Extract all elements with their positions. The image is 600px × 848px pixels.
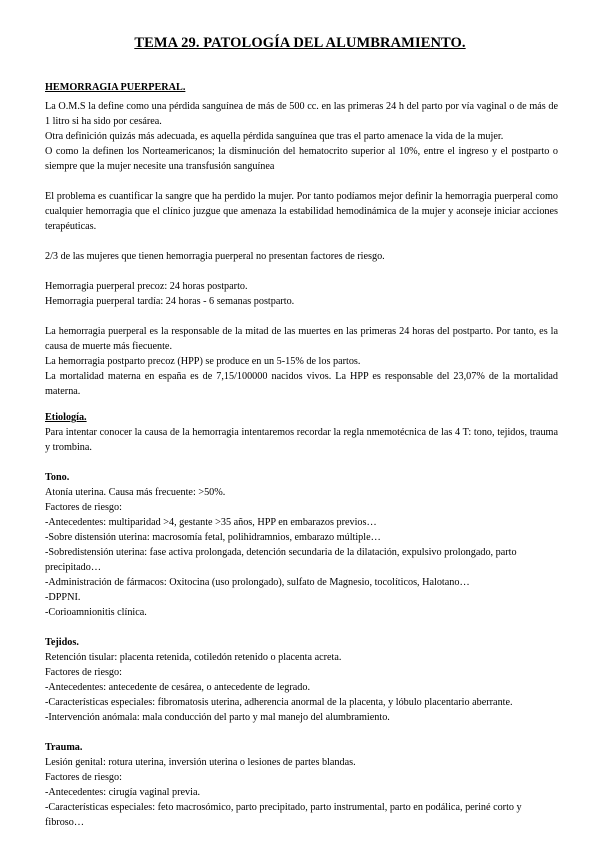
document-body xyxy=(45,80,558,830)
list-item: -Características especiales: feto macrosómico, parto precipitado, parto instrumental, parto en podálica, periné corto y fibroso… xyxy=(45,802,522,828)
list-item: -Sobre distensión uterina: macrosomía fetal, polihidramnios, embarazo múltiple… xyxy=(45,532,381,543)
subheading-tono: Tono. xyxy=(45,472,70,483)
paragraph-definicion-oms: La O.M.S la define como una pérdida sanguínea de más de 500 cc. en las primeras 24 h del parto por vía vaginal o de más de 1 litro si ha sido por cesárea. xyxy=(45,101,558,127)
list-item: -Características especiales: fibromatosis uterina, adherencia anormal de la placenta, y lóbulo placentario aberrante. xyxy=(45,697,513,708)
list-item: -Corioamnionitis clínica. xyxy=(45,607,147,618)
label-factores-riesgo: Factores de riesgo: xyxy=(45,667,122,678)
paragraph-otra-definicion: Otra definición quizás más adecuada, es aquella pérdida sanguínea que tras el parto amenace la vida de la mujer. xyxy=(45,131,504,142)
list-item: -Antecedentes: cirugía vaginal previa. xyxy=(45,787,201,798)
list-item: -DPPNI. xyxy=(45,592,81,603)
list-item: -Antecedentes: antecedente de cesárea, o antecedente de legrado. xyxy=(45,682,310,693)
paragraph-factores-riesgo: 2/3 de las mujeres que tienen hemorragia puerperal no presentan factores de riesgo. xyxy=(45,251,385,262)
label-factores-riesgo: Factores de riesgo: xyxy=(45,772,122,783)
paragraph-hpp-precoz: La hemorragia postparto precoz (HPP) se produce en un 5-15% de los partos. xyxy=(45,356,361,367)
line-hemorragia-tardia: Hemorragia puerperal tardía: 24 horas - 6 semanas postparto. xyxy=(45,296,295,307)
subheading-tejidos: Tejidos. xyxy=(45,637,79,648)
section-heading-etiologia: Etiología. xyxy=(45,412,87,423)
line-atonia: Atonía uterina. Causa más frecuente: >50%. xyxy=(45,487,226,498)
line-hemorragia-precoz: Hemorragia puerperal precoz: 24 horas postparto. xyxy=(45,281,248,292)
line-retencion: Retención tisular: placenta retenida, cotiledón retenido o placenta acreta. xyxy=(45,652,342,663)
list-item: -Sobredistensión uterina: fase activa prolongada, detención secundaria de la dilatación, expulsivo prolongado, parto precipitado… xyxy=(45,547,517,573)
section-heading-hemorragia: HEMORRAGIA PUERPERAL. xyxy=(45,82,186,93)
list-item: -Administración de fármacos: Oxitocina (uso prolongado), sulfato de Magnesio, tocolíticos, Halotano… xyxy=(45,577,470,588)
page-title: TEMA 29. PATOLOGÍA DEL ALUMBRAMIENTO. xyxy=(134,35,466,51)
paragraph-responsable: La hemorragia puerperal es la responsable de la mitad de las muertes en las primeras 24 horas del postparto. Por tanto, es la causa de muerte más fiecuente. xyxy=(45,326,558,352)
list-item: -Antecedentes: multiparidad >4, gestante >35 años, HPP en embarazos previos… xyxy=(45,517,377,528)
paragraph-etiologia: Para intentar conocer la causa de la hemorragia intentaremos recordar la regla nmemotécnica de las 4 T: tono, tejidos, trauma y trombina. xyxy=(45,427,558,453)
list-item: -Intervención anómala: mala conducción del parto y mal manejo del alumbramiento. xyxy=(45,712,390,723)
paragraph-problema: El problema es cuantificar la sangre que ha perdido la mujer. Por tanto podíamos mejor definir la hemorragia puerperal como cualquier hemorragia que el clínico juzgue que amenaza la estabilidad hemodinámica de la mujer y aconseje iniciar acciones terapéuticas. xyxy=(45,191,558,232)
paragraph-norteamericanos: O como la definen los Norteamericanos; la disminución del hematocrito superior al 10%, entre el ingreso y el postparto o siempre que la mujer necesite una transfusión sanguínea xyxy=(45,146,558,172)
label-factores-riesgo: Factores de riesgo: xyxy=(45,502,122,513)
subheading-trauma: Trauma. xyxy=(45,742,83,753)
line-lesion-genital: Lesión genital: rotura uterina, inversión uterina o lesiones de partes blandas. xyxy=(45,757,356,768)
paragraph-mortalidad: La mortalidad materna en españa es de 7,15/100000 nacidos vivos. La HPP es responsable del 23,07% de la mortalidad materna. xyxy=(45,371,558,397)
